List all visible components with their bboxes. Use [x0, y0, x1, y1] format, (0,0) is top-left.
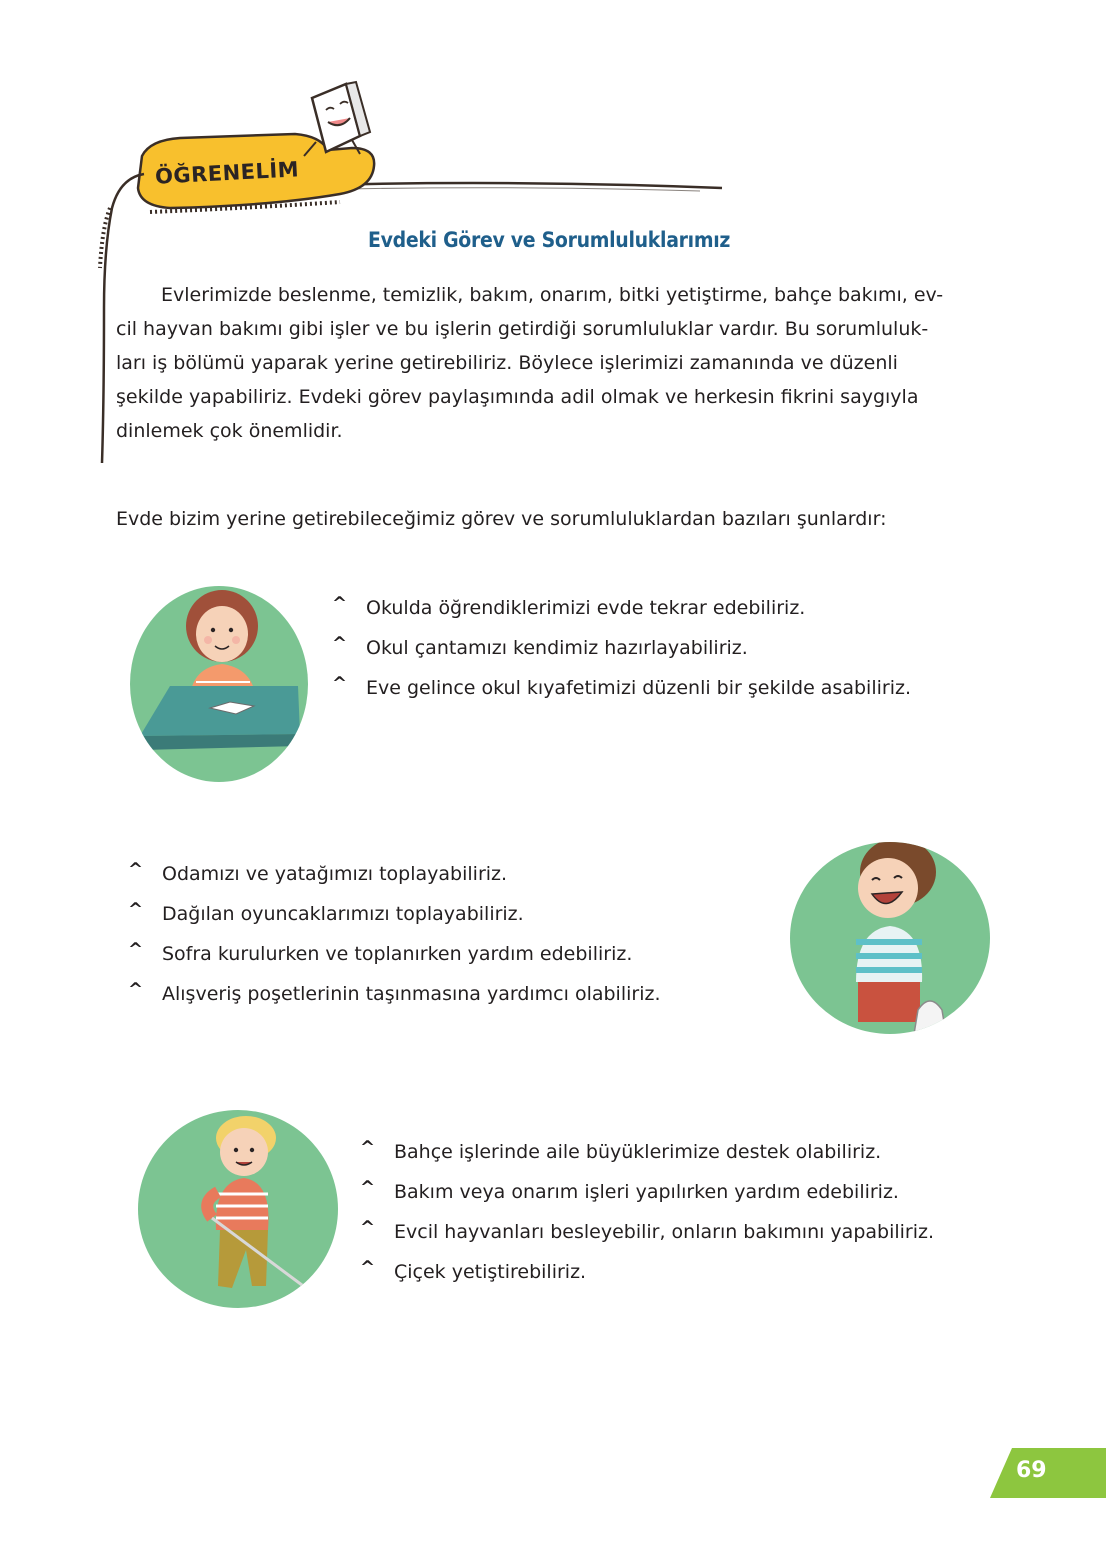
intro-line: Evlerimizde beslenme, temizlik, bakım, onarım, bitki yetiştirme, bahçe bakımı, ev- — [161, 284, 944, 306]
caret-icon: ^ — [128, 899, 144, 920]
page-number-tab — [990, 1448, 1106, 1498]
intro-paragraph — [116, 278, 996, 448]
list-item: ^ Çiçek yetiştirebiliriz. — [360, 1252, 934, 1292]
list-item: ^ Alışveriş poşetlerinin taşınmasına yardımcı olabiliriz. — [128, 974, 661, 1014]
list-item: ^ Bakım veya onarım işleri yapılırken yardım edebiliriz. — [360, 1172, 934, 1212]
list-item: ^ Okul çantamızı kendimiz hazırlayabiliriz. — [332, 628, 911, 668]
laughing-boy-illustration — [790, 842, 990, 1034]
intro-line: dinlemek çok önemlidir. — [116, 420, 343, 442]
girl-reading-illustration — [130, 586, 308, 782]
list-item: ^ Evcil hayvanları besleyebilir, onların bakımını yapabiliriz. — [360, 1212, 934, 1252]
intro-line: şekilde yapabiliriz. Evdeki görev paylaşımında adil olmak ve herkesin fikrini saygıyla — [116, 386, 919, 408]
bullet-list-garden — [360, 1132, 934, 1292]
bullet-list-school — [332, 588, 911, 708]
caret-icon: ^ — [332, 673, 348, 694]
list-item: ^ Dağılan oyuncaklarımızı toplayabiliriz. — [128, 894, 661, 934]
caret-icon: ^ — [360, 1137, 376, 1158]
caret-icon: ^ — [128, 979, 144, 1000]
list-item: ^ Okulda öğrendiklerimizi evde tekrar edebiliriz. — [332, 588, 911, 628]
bullet-list-room — [128, 854, 661, 1014]
intro-line: cil hayvan bakımı gibi işler ve bu işlerin getirdiği sorumluluklar vardır. Bu sorumluluk- — [116, 318, 929, 340]
caret-icon: ^ — [332, 593, 348, 614]
caret-icon: ^ — [360, 1257, 376, 1278]
badge-label: ÖĞRENELİM — [154, 157, 300, 189]
caret-icon: ^ — [360, 1177, 376, 1198]
page-number: 69 — [1016, 1458, 1047, 1483]
caret-icon: ^ — [128, 859, 144, 880]
caret-icon: ^ — [128, 939, 144, 960]
caret-icon: ^ — [332, 633, 348, 654]
book-mascot-icon — [304, 82, 370, 156]
list-item: ^ Eve gelince okul kıyafetimizi düzenli bir şekilde asabiliriz. — [332, 668, 911, 708]
intro-line: ları iş bölümü yaparak yerine getirebiliriz. Böylece işlerimizi zamanında ve düzenli — [116, 352, 898, 374]
lead-sentence: Evde bizim yerine getirebileceğimiz görev ve sorumluluklardan bazıları şunlardır: — [116, 508, 887, 530]
boy-vacuuming-illustration — [138, 1110, 338, 1308]
section-title: Evdeki Görev ve Sorumluluklarımız — [368, 228, 731, 252]
caret-icon: ^ — [360, 1217, 376, 1238]
list-item: ^ Bahçe işlerinde aile büyüklerimize destek olabiliriz. — [360, 1132, 934, 1172]
list-item: ^ Sofra kurulurken ve toplanırken yardım edebiliriz. — [128, 934, 661, 974]
list-item: ^ Odamızı ve yatağımızı toplayabiliriz. — [128, 854, 661, 894]
